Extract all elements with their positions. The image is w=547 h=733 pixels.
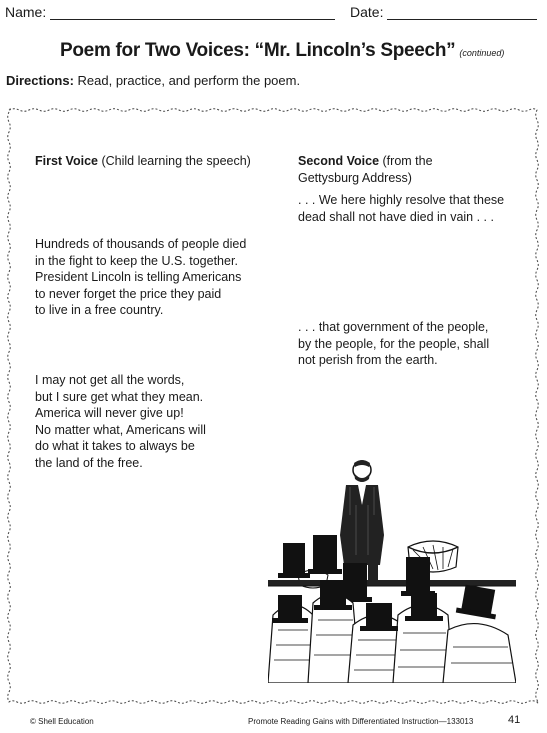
poem-line: in the fight to keep the U.S. together. (35, 253, 238, 268)
poem-line: to never forget the price they paid (35, 286, 222, 301)
second-voice-stanza-1 (298, 192, 518, 225)
first-voice-stanza-1 (35, 236, 275, 319)
poem-line: . . . that government of the people, (298, 320, 489, 334)
poem-line: America will never give up! (35, 406, 184, 420)
directions-text: Read, practice, and perform the poem. (73, 73, 301, 88)
first-voice-label: First Voice (35, 154, 98, 168)
footer-copyright: © Shell Education (30, 717, 94, 726)
second-voice-label: Second Voice (298, 154, 380, 168)
poem-line: the land of the free. (35, 455, 143, 470)
poem-line: but I sure get what they mean. (35, 389, 204, 404)
page-number: 41 (508, 714, 521, 726)
poem-line: . . . We here highly resolve that these (298, 193, 505, 207)
page-title (60, 40, 520, 62)
date-label: Date: (350, 4, 384, 20)
date-field[interactable] (350, 4, 537, 20)
second-voice-subheading: (from the (379, 154, 433, 168)
footer-book-title: Promote Reading Gains with Differentiated Instruction—133013 (248, 717, 474, 726)
directions (6, 73, 300, 88)
date-line[interactable] (387, 4, 537, 20)
first-voice-subheading: (Child learning the speech) (97, 154, 251, 168)
poem-line: do what it takes to always be (35, 439, 195, 453)
title-continued: (continued) (459, 48, 505, 58)
poem-line: not perish from the earth. (298, 353, 438, 367)
second-voice-stanza-2 (298, 319, 518, 369)
first-voice-heading (35, 153, 285, 170)
second-voice-heading (298, 153, 498, 186)
poem-line: dead shall not have died in vain . . . (298, 209, 494, 224)
poem-line: Hundreds of thousands of people died (35, 237, 247, 251)
first-voice-stanza-2 (35, 372, 265, 471)
poem-line: No matter what, Americans will (35, 422, 206, 437)
second-voice-subheading-2: Gettysburg Address) (298, 170, 412, 185)
poem-line: I may not get all the words, (35, 373, 185, 387)
name-field[interactable] (5, 4, 335, 20)
title-main: Poem for Two Voices: “Mr. Lincoln’s Speech” (60, 40, 456, 61)
poem-line: to live in a free country. (35, 303, 164, 317)
directions-label: Directions: (6, 73, 74, 88)
poem-line: by the people, for the people, shall (298, 336, 490, 351)
lincoln-speech-illustration (268, 455, 516, 683)
name-label: Name: (5, 4, 47, 20)
poem-line: President Lincoln is telling Americans (35, 270, 242, 284)
name-line[interactable] (50, 4, 335, 20)
